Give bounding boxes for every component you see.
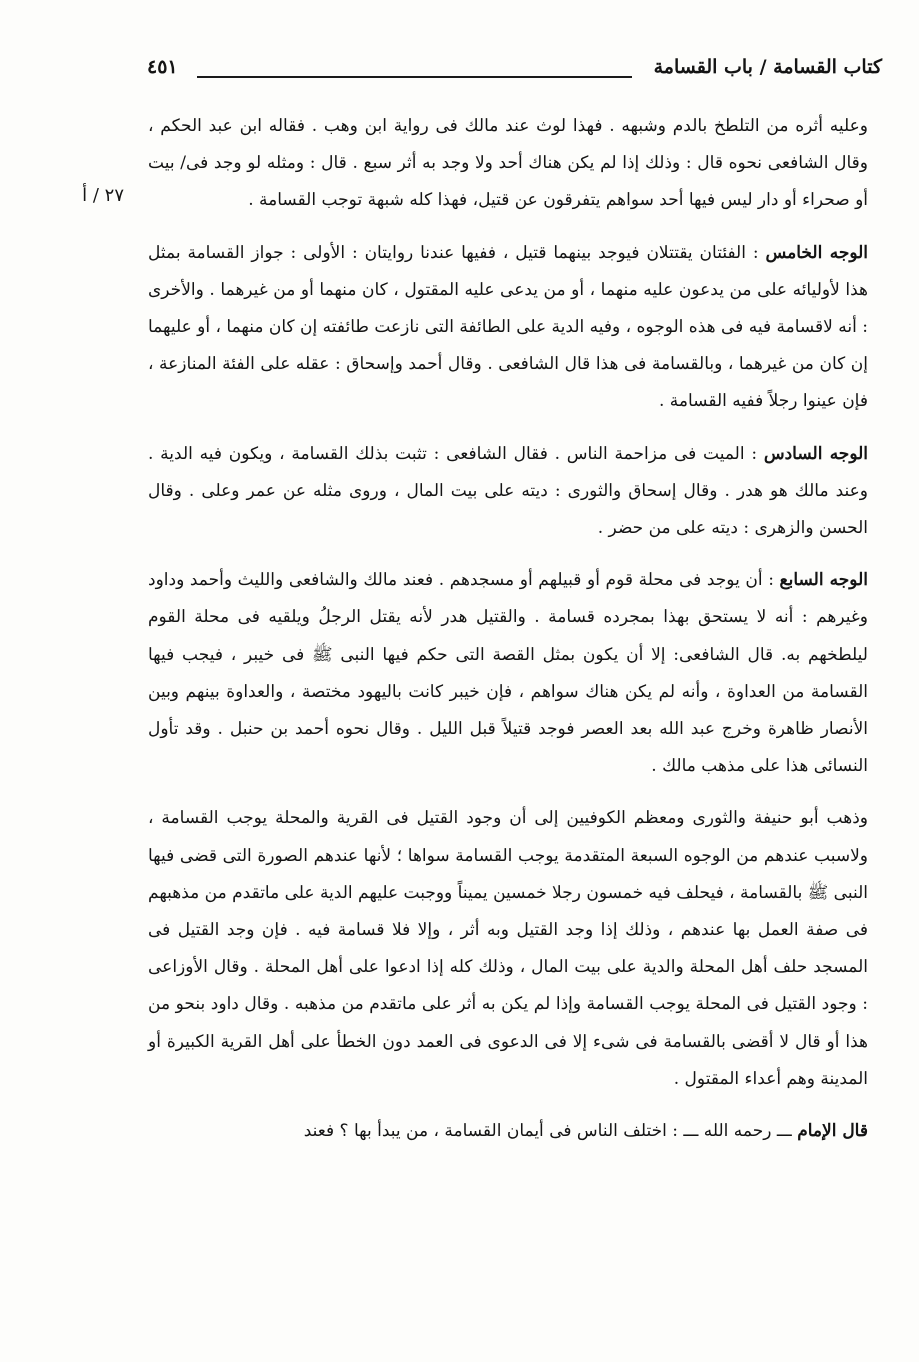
paragraph-text: وعليه أثره من التلطخ بالدم وشبهه . فهذا لوث عند مالك فى رواية ابن وهب . فقاله ابن عبد الحكم ، وقال الشافعى نحوه قال : وذلك إذا لم يكن هناك أحد ولا وجد به أثر سبع . قال : ومثله لو وجد فى/ بيت أو صحراء أو دار ليس فيها أحد سواهم يتفرقون عن قتيل، فهذا كله شبهة توجب القسامة . [148,116,868,211]
paragraph-text: ـــ رحمه الله ـــ : اختلف الناس فى أيمان القسامة ، من يبدأ بها ؟ فعند [303,1121,792,1142]
paragraph-text: : الميت فى مزاحمة الناس . فقال الشافعى : تثبت بذلك القسامة ، ويكون فيه الدية . وعند مالك هو هدر . وقال إسحاق والثورى : ديته على بيت المال ، وروى مثله عن عمر وعلى . وقال الحسن والزهرى : ديته على من حضر . [148,443,868,539]
paragraph-text: : أن يوجد فى محلة قوم أو قبيلهم أو مسجدهم . فعند مالك والشافعى والليث وأحمد وداود وغيرهم : أنه لا يستحق بهذا بمجرده قسامة . والقتيل هدر لأنه يقتل الرجلُ ويلقيه فى محلة القوم ليلطخهم به. قال الشافعى: إلا أن يكون بمثل القصة التى حكم فيها النبى ﷺ فى خيبر ، فيجب فيها القسامة من العداوة ، وأنه لم يكن هناك سواهم ، فإن خيبر كانت باليهود مختصة ، والعداوة بينهم وبين الأنصار ظاهرة وخرج عبد الله بعد العصر فوجد قتيلاً قبل الليل . وقال نحوه أحمد بن حنبل . وقد تأول النسائى هذا على مذهب مالك . [148,570,868,777]
paragraph [148,800,868,1098]
paragraph [148,562,868,785]
paragraph-text: وذهب أبو حنيفة والثورى ومعظم الكوفيين إلى أن وجود القتيل فى القرية والمحلة يوجب القسامة ، ولاسبب عندهم من الوجوه السبعة المتقدمة يوجب القسامة سواها ؛ لأنها عندهم الصورة التى قضى فيها النبى ﷺ بالقسامة ، فيحلف فيه خمسون رجلا خمسين يميناً ووجبت عليهم الدية على ماتقدم من مذهبهم فى صفة العمل بها عندهم ، وذلك إذا وجد القتيل وبه أثر ، وإلا فلا قسامة فيه . فإن وجد القتيل فى المسجد حلف أهل المحلة والدية على بيت المال ، وذلك كله إذا ادعوا على أهل المحلة . وقال الأوزاعى : وجود القتيل فى المحلة يوجب القسامة وإذا لم يكن به أثر على ماتقدم من مذهبه . وقال داود بنحو من هذا أو قال لا أقضى بالقسامة فى شىء إلا فى الدعوى فى العمد دون الخطأ على أهل القرية الكبيرة أو المدينة وهم أعداء المقتول . [148,808,868,1089]
section-heading: قال الإمام [797,1121,868,1142]
section-heading: الوجه الخامس [765,242,869,263]
paragraph-text: : الفئتان يقتتلان فيوجد بينهما قتيل ، ففيها عندنا روايتان : الأولى : جواز القسامة بمثل هذا لأوليائه على من يدعون عليه منهما ، أو من يدعى عليه المقتول ، كان منهما أو من غيرهما . والأخرى : أنه لاقسامة فيه فى هذه الوجوه ، وفيه الدية على الطائفة التى نازعت طائفته إن كان منهما ، أو عليهما إن كان من غيرهما ، وبالقسامة فى هذا قال الشافعى . وقال أحمد وإسحاق : عقله على الفئة المنازعة ، فإن عينوا رجلاً ففيه القسامة . [148,242,868,412]
running-title: كتاب القسامة / باب القسامة [653,56,882,78]
body-text [148,108,868,1165]
paragraph [148,436,868,548]
page-header [147,54,882,94]
paragraph [148,235,868,421]
page-number: ٤٥١ [147,56,178,78]
margin-folio-note: ٢٧ / أ [82,185,124,206]
paragraph [148,1113,868,1150]
paragraph [148,108,868,220]
section-heading: الوجه السابع [779,570,868,591]
header-rule [197,76,632,78]
section-heading: الوجه السادس [763,443,869,464]
